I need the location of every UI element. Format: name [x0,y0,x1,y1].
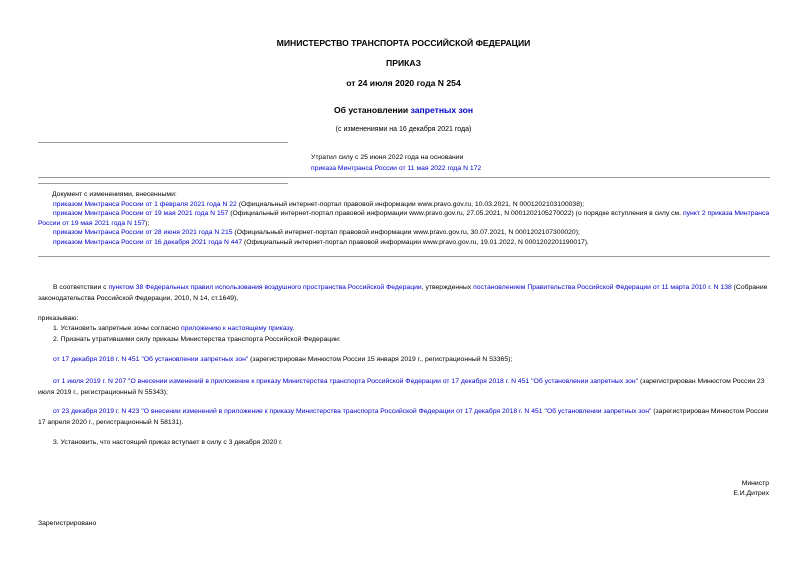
change-text: (Официальный интернет-портал правовой информации www.pravo.gov.ru, 30.07.2021, N 0001202107300020); [232,229,580,236]
revoked-order-1 [38,354,770,365]
change-item [38,228,770,238]
doc-title-link[interactable]: запретных зон [410,105,474,115]
divider [38,177,770,178]
doc-title-prefix: Об установлении [333,105,411,115]
preamble-link-decree[interactable]: постановлением Правительства Российской Федерации от 11 марта 2010 г. N 138 [473,284,732,291]
item-2: 2. Признать утратившими силу приказы Министерства транспорта Российской Федерации: [53,336,341,343]
change-text: (Официальный интернет-портал правовой информации www.pravo.gov.ru, 19.01.2022, N 0001202201190017). [242,238,589,246]
preamble-text: (Собрание законодательства Российской Федерации, 2010, N 14, ст.1649), [38,284,768,302]
preamble-text: В соответствии с [53,284,109,291]
change-link[interactable]: приказом Минтранса России от 28 июня 2021 года N 215 [53,229,233,236]
changes-intro: Документ с изменениями, внесенными: [52,191,177,198]
revoked-text-2: (зарегистрирован Минюстом России 23 июля 2019 г., регистрационный N 55343); [38,378,765,396]
revoked-link-1[interactable]: от 17 декабря 2018 г. N 451 "Об установлении запретных зон" [53,356,249,363]
item-1-end: . [292,325,295,332]
revoked-text-3: (зарегистрирован Минюстом России 17 апреля 2020 г., регистрационный N 58131). [38,408,769,426]
change-link[interactable]: приказом Минтранса России от 16 декабря 2021 года N 447 [53,238,243,246]
preamble-link-rules[interactable]: пунктом 38 Федеральных правил использования воздушного пространства Российской Федерации [108,284,422,291]
change-item [38,209,770,228]
item-1 [38,323,770,334]
order-word: приказываю: [38,315,79,322]
divider [38,142,288,143]
ministry-heading: МИНИСТЕРСТВО ТРАНСПОРТА РОССИЙСКОЙ ФЕДЕРАЦИИ [276,38,531,48]
expired-link[interactable]: приказа Минтранса России от 11 мая 2022 года N 172 [311,165,482,172]
doc-date-number: от 24 июля 2020 года N 254 [346,78,461,88]
expired-line: Утратил силу с 25 июня 2022 года на основании [311,154,464,161]
revoked-text-1: (зарегистрирован Минюстом России 15 января 2019 г., регистрационный N 53365); [248,356,513,363]
preamble-text: , утвержденных [421,284,474,291]
appendix-link[interactable]: приложению к настоящему приказу [180,325,293,332]
divider [38,183,288,184]
change-text: (Официальный интернет-портал правовой информации www.pravo.gov.ru, 27.05.2021, N 0001202105270022) (о порядке вступления в силу см. [228,210,683,217]
revoked-link-3[interactable]: от 23 декабря 2019 г. N 423 "О внесении изменений в приложение к приказу Министерства транспорта Российской Федерации от 17 декабря 2018 г. N 451 "Об установлении запретных зон" [53,408,652,415]
preamble [38,282,770,304]
revoked-order-3 [38,406,770,428]
change-text: ); [145,219,150,227]
item-1-text: 1. Установить запретные зоны согласно [53,325,181,332]
divider [38,256,770,257]
item-3: 3. Установить, что настоящий приказ вступает в силу с 3 декабря 2020 г. [53,439,283,446]
change-link[interactable]: приказом Минтранса России от 19 мая 2021 года N 157 [53,210,229,217]
doc-type-heading: ПРИКАЗ [386,58,421,68]
change-text: (Официальный интернет-портал правовой информации www.pravo.gov.ru, 10.03.2021, N 0001202103100038); [236,200,585,208]
changes-block [38,190,770,247]
revoked-link-2[interactable]: от 1 июля 2019 г. N 207 "О внесении изменений в приложение к приказу Министерства транспорта Российской Федерации от 17 декабря 2018 г. N 451 "Об установлении запретных зон" [53,378,639,385]
change-link[interactable]: приказом Минтранса России от 1 февраля 2021 года N 22 [53,200,237,208]
change-link-point2[interactable]: пункт 2 приказа Минтранса России от 19 мая 2021 года N 157 [38,210,770,227]
signer-name: Е.И.Дитрих [733,490,769,497]
revision-note: (с изменениями на 16 декабря 2021 года) [335,126,472,133]
change-item [38,200,770,210]
change-item [38,238,770,248]
revoked-order-2 [38,376,770,398]
registered-label: Зарегистрировано [38,520,97,527]
doc-title [0,105,807,115]
signer-position: Министр [741,480,769,487]
